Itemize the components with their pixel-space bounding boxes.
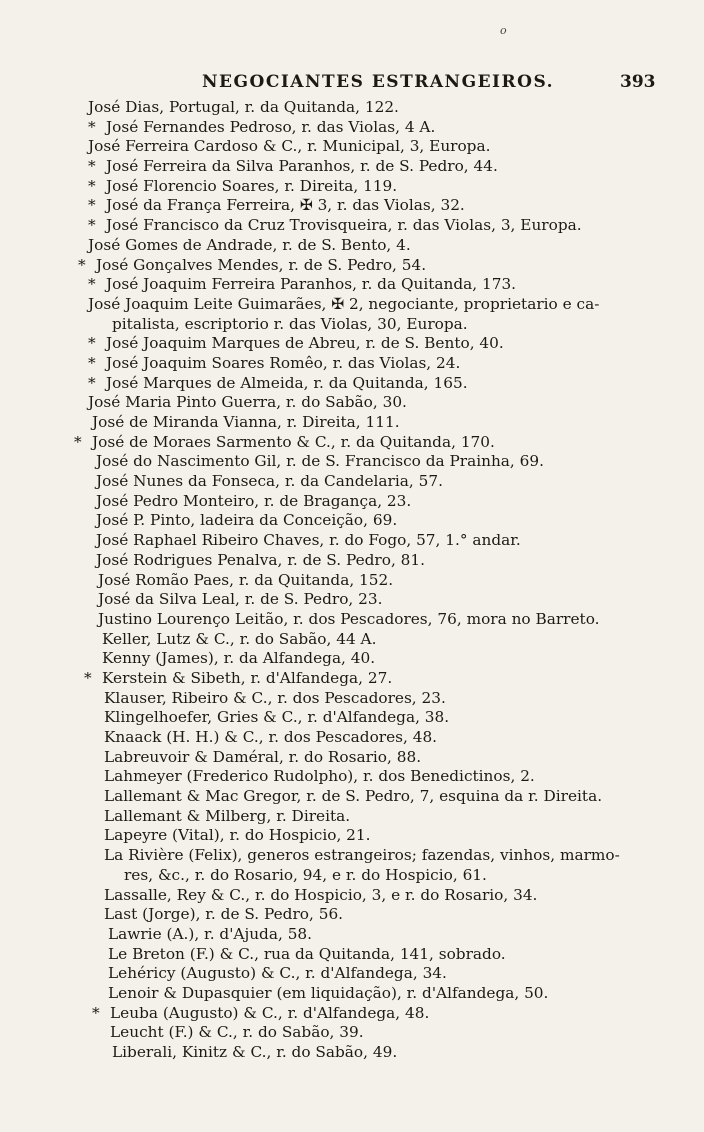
entry-text: Labreuvoir & Daméral, r. do Rosario, 88. [104, 747, 422, 766]
directory-entry [0, 1043, 704, 1063]
entry-text: José de Miranda Vianna, r. Direita, 111. [92, 413, 400, 431]
page-number: 393 [620, 72, 656, 92]
directory-entry [0, 689, 704, 709]
directory-entry [0, 374, 704, 394]
page-mark: o [500, 24, 507, 37]
directory-entry [0, 177, 704, 197]
asterisk-marker: * [78, 255, 86, 274]
directory-entry [0, 334, 704, 354]
asterisk-marker: * [88, 157, 96, 176]
entry-text: La Rivière (Felix), generos estrangeiros; fazendas, vinhos, marmo- [104, 846, 620, 865]
entry-text: Lahmeyer (Frederico Rudolpho), r. dos Benedictinos, 2. [104, 767, 535, 786]
directory-entry [0, 137, 704, 157]
entry-text: José Joaquim Marques de Abreu, r. de S. Bento, 40. [106, 334, 504, 353]
entry-text: Leuba (Augusto) & C., r. d'Alfandega, 48. [110, 1003, 430, 1022]
directory-entry [0, 787, 704, 807]
directory-entry [0, 905, 704, 925]
directory-entry [0, 866, 704, 886]
entry-text: José P. Pinto, ladeira da Conceição, 69. [96, 511, 398, 530]
entry-text: Lallemant & Milberg, r. Direita. [104, 806, 351, 825]
directory-entry [0, 157, 704, 177]
entry-text: José Fernandes Pedroso, r. das Violas, 4 A. [106, 117, 436, 136]
directory-entry [0, 393, 704, 413]
entry-text: Knaack (H. H.) & C., r. dos Pescadores, 48. [104, 728, 438, 746]
entry-text: Keller, Lutz & C., r. do Sabão, 44 A. [102, 629, 377, 648]
entry-text: José Florencio Soares, r. Direita, 119. [106, 176, 398, 195]
directory-entry [0, 610, 704, 630]
directory-entry [0, 945, 704, 965]
page-title: NEGOCIANTES ESTRANGEIROS. [202, 72, 555, 92]
directory-entry [0, 452, 704, 472]
asterisk-marker: * [84, 668, 92, 687]
asterisk-marker: * [92, 1003, 100, 1022]
asterisk-marker: * [74, 432, 82, 451]
directory-entry [0, 964, 704, 984]
directory-entry [0, 354, 704, 374]
directory-entry [0, 315, 704, 335]
directory-entry [0, 984, 704, 1004]
entry-text: José Pedro Monteiro, r. de Bragança, 23. [96, 491, 412, 510]
entry-text: José Gomes de Andrade, r. de S. Bento, 4. [88, 235, 411, 254]
directory-entry [0, 295, 704, 315]
directory-entry [0, 571, 704, 591]
asterisk-marker: * [88, 196, 96, 215]
entry-text: Klauser, Ribeiro & C., r. dos Pescadores, 23. [104, 688, 446, 707]
entry-text: José Gonçalves Mendes, r. de S. Pedro, 54. [96, 255, 427, 274]
entry-text: Kenny (James), r. da Alfandega, 40. [102, 649, 376, 668]
entry-text: José Romão Paes, r. da Quitanda, 152. [98, 570, 394, 589]
entry-text: José Raphael Ribeiro Chaves, r. do Fogo, 57, 1.° andar. [96, 531, 521, 550]
entry-text: José de Moraes Sarmento & C., r. da Quitanda, 170. [92, 432, 495, 451]
directory-entry [0, 1023, 704, 1043]
directory-entry [0, 413, 704, 433]
directory-entry [0, 886, 704, 906]
directory-entry [0, 669, 704, 689]
directory-entry [0, 236, 704, 256]
entry-text: Lapeyre (Vital), r. do Hospicio, 21. [104, 826, 371, 845]
entry-text: Lenoir & Dupasquier (em liquidação), r. d'Alfandega, 50. [108, 983, 549, 1002]
asterisk-marker: * [88, 353, 96, 372]
entry-text: José Ferreira Cardoso & C., r. Municipal, 3, Europa. [88, 137, 491, 156]
directory-entry [0, 98, 704, 118]
directory-entry [0, 433, 704, 453]
directory-entry [0, 649, 704, 669]
directory-entry [0, 551, 704, 571]
entry-text: José Rodrigues Penalva, r. de S. Pedro, 81. [96, 550, 425, 569]
entry-text: José Ferreira da Silva Paranhos, r. de S. Pedro, 44. [106, 157, 498, 176]
entry-text: José Francisco da Cruz Trovisqueira, r. das Violas, 3, Europa. [106, 216, 582, 235]
asterisk-marker: * [88, 176, 96, 195]
entry-text: José do Nascimento Gil, r. de S. Francisco da Prainha, 69. [96, 452, 544, 471]
entry-text: José da Silva Leal, r. de S. Pedro, 23. [98, 590, 383, 609]
entry-text: Lassalle, Rey & C., r. do Hospicio, 3, e r. do Rosario, 34. [104, 885, 538, 904]
entry-text: Le Breton (F.) & C., rua da Quitanda, 141, sobrado. [108, 944, 506, 963]
directory-entry [0, 1004, 704, 1024]
directory-entry [0, 807, 704, 827]
directory-entry [0, 748, 704, 768]
asterisk-marker: * [88, 334, 96, 353]
directory-entry [0, 728, 704, 748]
entry-text: Lawrie (A.), r. d'Ajuda, 58. [108, 924, 313, 943]
entry-text: José Nunes da Fonseca, r. da Candelaria, 57. [96, 472, 443, 491]
asterisk-marker: * [88, 216, 96, 235]
entry-text: Last (Jorge), r. de S. Pedro, 56. [104, 905, 344, 924]
directory-entry [0, 196, 704, 216]
entry-text: res, &c., r. do Rosario, 94, e r. do Hospicio, 61. [124, 865, 487, 884]
entry-text: José Joaquim Soares Romêo, r. das Violas, 24. [106, 353, 461, 372]
asterisk-marker: * [88, 373, 96, 392]
directory-entry [0, 590, 704, 610]
directory-entry [0, 492, 704, 512]
directory-entry [0, 767, 704, 787]
directory-entry [0, 256, 704, 276]
entry-text: Kerstein & Sibeth, r. d'Alfandega, 27. [102, 668, 393, 687]
entry-text: José da França Ferreira, ✠ 3, r. das Violas, 32. [106, 196, 465, 215]
directory-entry [0, 472, 704, 492]
entry-text: José Joaquim Ferreira Paranhos, r. da Quitanda, 173. [106, 275, 517, 294]
entry-text: José Dias, Portugal, r. da Quitanda, 122. [88, 98, 399, 116]
entry-text: Justino Lourenço Leitão, r. dos Pescadores, 76, mora no Barreto. [98, 609, 600, 628]
entry-text: Liberali, Kinitz & C., r. do Sabão, 49. [112, 1043, 398, 1061]
entry-text: José Joaquim Leite Guimarães, ✠ 2, negociante, proprietario e ca- [88, 294, 600, 313]
directory-entry [0, 511, 704, 531]
page-header [90, 72, 670, 96]
directory-entry [0, 275, 704, 295]
entry-text: José Maria Pinto Guerra, r. do Sabão, 30. [88, 393, 407, 412]
entry-text: José Marques de Almeida, r. da Quitanda, 165. [106, 373, 468, 392]
entry-text: Lallemant & Mac Gregor, r. de S. Pedro, 7, esquina da r. Direita. [104, 787, 603, 806]
directory-entry [0, 531, 704, 551]
directory-entry [0, 826, 704, 846]
directory-entry [0, 846, 704, 866]
asterisk-marker: * [88, 117, 96, 136]
entry-text: Leucht (F.) & C., r. do Sabão, 39. [110, 1023, 364, 1042]
entry-list [0, 98, 704, 1063]
asterisk-marker: * [88, 275, 96, 294]
directory-entry [0, 708, 704, 728]
directory-entry [0, 925, 704, 945]
entry-text: Lehéricy (Augusto) & C., r. d'Alfandega, 34. [108, 964, 447, 983]
entry-text: Klingelhoefer, Gries & C., r. d'Alfandega, 38. [104, 708, 450, 727]
directory-entry [0, 118, 704, 138]
directory-entry [0, 216, 704, 236]
directory-entry [0, 630, 704, 650]
entry-text: pitalista, escriptorio r. das Violas, 30, Europa. [112, 314, 468, 333]
